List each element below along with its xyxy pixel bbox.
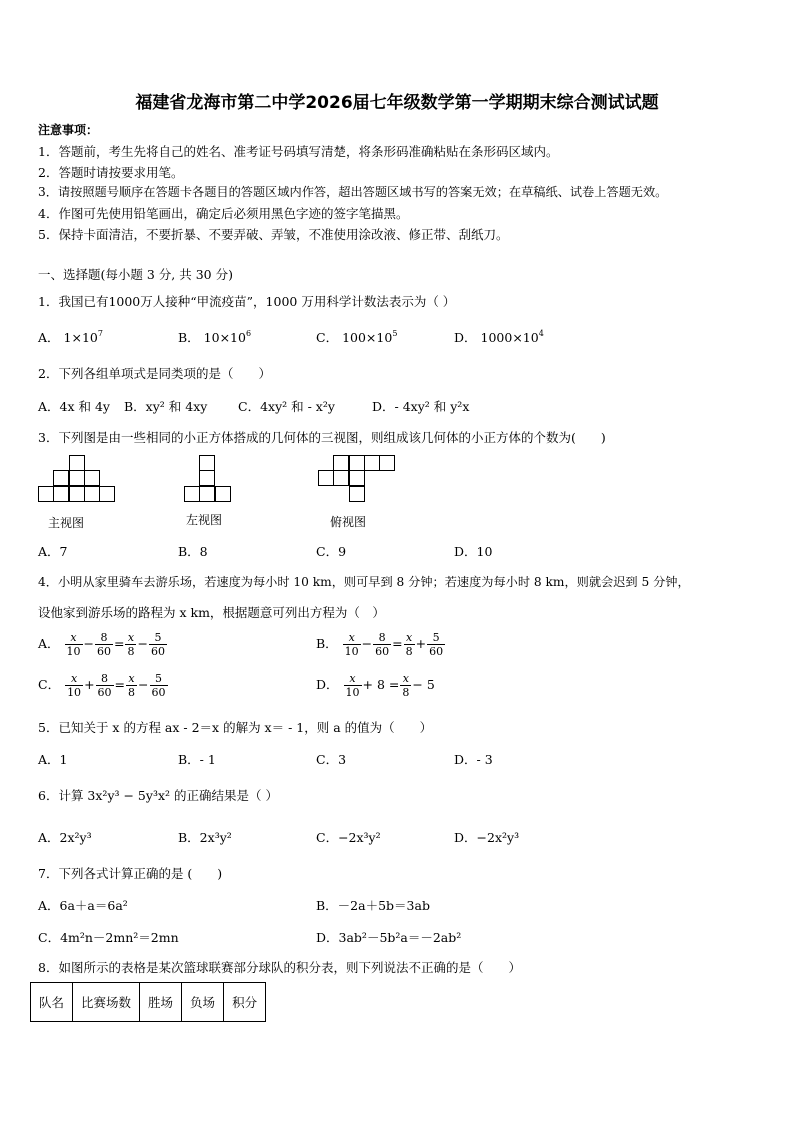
top-view-label: 俯视图 [330, 515, 367, 529]
notice-item: 1．答题前，考生先将自己的姓名、准考证号码填写清楚，将条形码准确粘贴在条形码区域内。 [38, 144, 559, 159]
q7-option-a: A．6a＋a＝6a² [38, 898, 128, 913]
q6-option-c: C．−2x³y² [316, 830, 381, 845]
question-5-stem: 5．已知关于 x 的方程 ax - 2＝x 的解为 x＝ - 1，则 a 的值为（ ） [38, 720, 433, 735]
q7-option-c: C．4m²n－2mn²＝2mn [38, 930, 179, 945]
notice-item: 4．作图可先使用铅笔画出，确定后必须用黑色字迹的签字笔描黑。 [38, 206, 409, 221]
q4-option-d: D． $\frac{x}{10}$ + 8 = $\frac{x}{8}$ − 5 [316, 672, 435, 699]
q4-option-b: B． $\frac{x}{10}$ − $\frac{8}{60}$ = $\frac{x}{8}$ + $\frac{5}{60}$ [316, 631, 444, 658]
notice-item: 5．保持卡面清洁，不要折暴、不要弄破、弄皱，不准使用涂改液、修正带、刮纸刀。 [38, 227, 509, 242]
question-4-stem: 4．小明从家里骑车去游乐场，若速度为每小时 10 km，则可早到 8 分钟；若速度为每小时 8 km，则就会迟到 5 分钟， [38, 575, 690, 589]
q6-option-b: B．2x³y² [178, 830, 232, 845]
q3-option-c: C．9 [316, 544, 347, 559]
q5-option-a: A．1 [38, 752, 68, 767]
q3-option-a: A．7 [38, 544, 68, 559]
question-2-stem: 2．下列各组单项式是同类项的是（ ） [38, 366, 271, 381]
table-header-row [31, 983, 266, 1022]
q1-option-c: C． $100\times 10^5$ [316, 329, 398, 345]
q2-option-a: A．4x 和 4y [38, 399, 110, 414]
col-games-played: 比赛场数 [73, 983, 140, 1022]
q1-option-a: A． $1\times 10^7$ [38, 329, 103, 345]
q5-option-c: C．3 [316, 752, 347, 767]
q3-option-b: B．8 [178, 544, 208, 559]
col-team-name: 队名 [31, 983, 73, 1022]
q7-option-d: D．3ab²－5b²a＝－2ab² [316, 930, 462, 945]
col-wins: 胜场 [140, 983, 182, 1022]
q6-option-a: A．2x²y³ [38, 830, 92, 845]
question-3-stem: 3．下列图是由一些相同的小正方体搭成的几何体的三视图，则组成该几何体的小正方体的个数为( ) [38, 430, 606, 445]
q1-option-d: D． $1000\times 10^4$ [454, 329, 544, 345]
section-heading: 一、选择题(每小题 3 分, 共 30 分) [38, 267, 233, 282]
q5-option-b: B．- 1 [178, 752, 216, 767]
page-title: 福建省龙海市第二中学2026届七年级数学第一学期期末综合测试试题 [135, 93, 659, 113]
left-view-label: 左视图 [186, 513, 223, 527]
q4-option-a: A． $\frac{x}{10}$ − $\frac{8}{60}$ = $\frac{x}{8}$ − $\frac{5}{60}$ [38, 631, 165, 658]
front-view-label: 主视图 [48, 516, 85, 530]
question-4-stem-cont: 设他家到游乐场的路程为 x km，根据题意可列出方程为（ ） [38, 605, 385, 620]
q7-option-b: B．－2a＋5b＝3ab [316, 898, 430, 913]
q1-option-b: B． $10\times 10^6$ [178, 329, 252, 345]
q5-option-d: D．- 3 [454, 752, 493, 767]
notice-item: 3．请按照题号顺序在答题卡各题目的答题区域内作答，超出答题区域书写的答案无效；在草稿纸、试卷上答题无效。 [38, 185, 668, 199]
q2-option-b: B．xy² 和 4xy [124, 399, 208, 414]
question-8-stem: 8．如图所示的表格是某次篮球联赛部分球队的积分表，则下列说法不正确的是（ ） [38, 960, 521, 975]
question-7-stem: 7．下列各式计算正确的是 ( ) [38, 866, 223, 881]
notice-item: 2．答题时请按要求用笔。 [38, 165, 184, 180]
question-1-stem: 1．我国已有1000万人接种“甲流疫苗”，1000 万用科学计数法表示为（ ） [38, 294, 456, 309]
q3-option-d: D．10 [454, 544, 493, 559]
question-6-stem: 6．计算 3x²y³ − 5y³x² 的正确结果是（ ） [38, 788, 278, 803]
score-table [30, 982, 266, 1022]
q4-option-c: C． $\frac{x}{10}$ + $\frac{8}{60}$ = $\frac{x}{8}$ − $\frac{5}{60}$ [38, 672, 166, 699]
col-losses: 负场 [182, 983, 224, 1022]
notice-heading: 注意事项： [38, 123, 99, 137]
col-points: 积分 [224, 983, 266, 1022]
q2-option-c: C．4xy² 和 - x²y [238, 399, 335, 414]
q2-option-d: D．- 4xy² 和 y²x [372, 399, 470, 414]
q6-option-d: D．−2x²y³ [454, 830, 520, 845]
